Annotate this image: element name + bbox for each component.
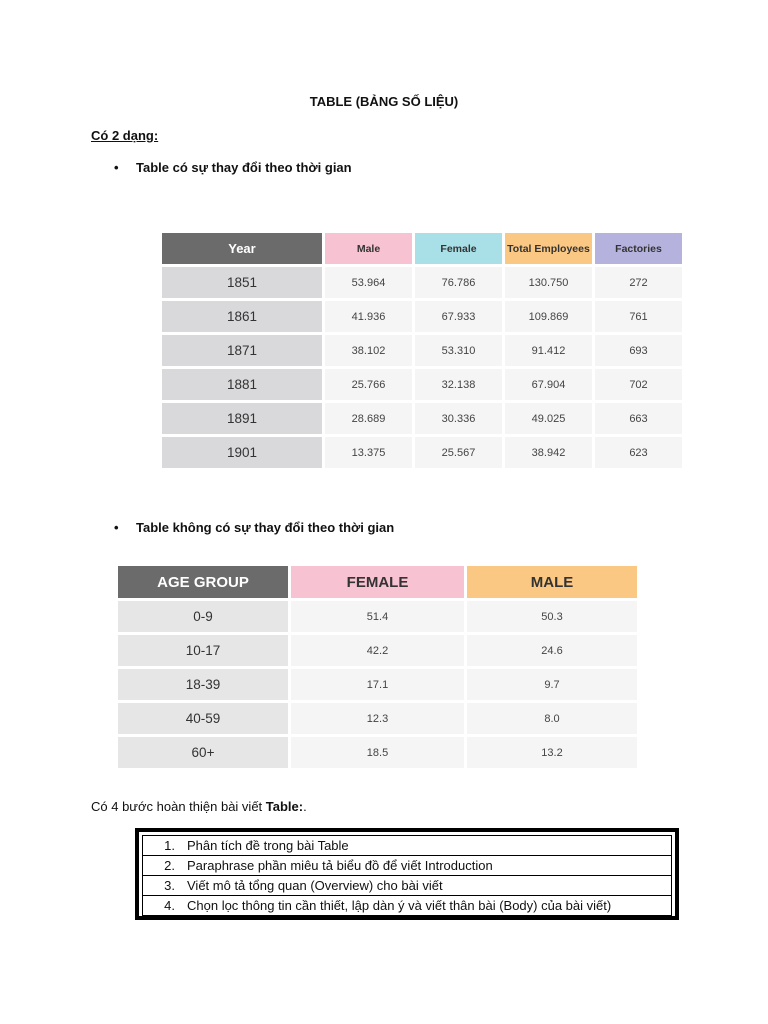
- table-row: [118, 635, 637, 666]
- table-cell: 24.6: [467, 635, 637, 666]
- column-header-male: MALE: [467, 566, 637, 598]
- step-text: Phân tích đề trong bài Table: [187, 838, 349, 853]
- column-header-female: FEMALE: [291, 566, 464, 598]
- intro-tail: .: [303, 799, 307, 814]
- table-cell: 60+: [118, 737, 288, 768]
- table-cell: 1851: [162, 267, 322, 298]
- table-row: [162, 267, 682, 298]
- table-cell: 623: [595, 437, 682, 468]
- steps-intro: [91, 799, 307, 814]
- table-cell: 38.102: [325, 335, 412, 366]
- table-cell: 1881: [162, 369, 322, 400]
- column-header-male: Male: [325, 233, 412, 264]
- table-cell: 28.689: [325, 403, 412, 434]
- table-cell: 32.138: [415, 369, 502, 400]
- column-header-age-group: AGE GROUP: [118, 566, 288, 598]
- table-cell: 663: [595, 403, 682, 434]
- table-cell: 53.310: [415, 335, 502, 366]
- steps-box: [135, 828, 679, 920]
- table-cell: 53.964: [325, 267, 412, 298]
- table-cell: 76.786: [415, 267, 502, 298]
- table-cell: 702: [595, 369, 682, 400]
- table-cell: 42.2: [291, 635, 464, 666]
- table-cell: 12.3: [291, 703, 464, 734]
- bullet-icon: •: [114, 160, 119, 175]
- step-row: [143, 896, 672, 916]
- intro-bold-text: Table:: [265, 799, 304, 814]
- column-header-female: Female: [415, 233, 502, 264]
- table-header-row: [162, 233, 682, 264]
- intro-text: Có 4 bước hoàn thiện bài viết: [91, 799, 266, 814]
- step-cell: [143, 896, 672, 916]
- step-row: [143, 856, 672, 876]
- table-cell: 1861: [162, 301, 322, 332]
- step-cell: [143, 876, 672, 896]
- table-cell: 38.942: [505, 437, 592, 468]
- table-row: [162, 369, 682, 400]
- bullet-text: Table có sự thay đổi theo thời gian: [136, 160, 352, 175]
- table-cell: 49.025: [505, 403, 592, 434]
- table-row: [162, 301, 682, 332]
- table-cell: 1871: [162, 335, 322, 366]
- table-cell: 25.766: [325, 369, 412, 400]
- steps-table: [142, 835, 672, 916]
- table-cell: 13.2: [467, 737, 637, 768]
- table-row: [118, 601, 637, 632]
- table-cell: 109.869: [505, 301, 592, 332]
- table-cell: 9.7: [467, 669, 637, 700]
- step-text: Chọn lọc thông tin cần thiết, lập dàn ý và viết thân bài (Body) của bài viết): [187, 898, 612, 913]
- step-text: Paraphrase phần miêu tả biểu đồ để viết Introduction: [187, 858, 493, 873]
- step-number: 1.: [164, 838, 175, 853]
- table-cell: 761: [595, 301, 682, 332]
- column-header-factories: Factories: [595, 233, 682, 264]
- step-number: 2.: [164, 858, 175, 873]
- bullet-item-time-change: [114, 160, 352, 175]
- table-cell: 30.336: [415, 403, 502, 434]
- bullet-text: Table không có sự thay đổi theo thời gian: [136, 520, 395, 535]
- table-cell: 693: [595, 335, 682, 366]
- employment-table: [159, 230, 685, 471]
- table-row: [162, 403, 682, 434]
- table-cell: 272: [595, 267, 682, 298]
- age-group-table: [115, 563, 640, 771]
- table-cell: 10-17: [118, 635, 288, 666]
- column-header-total-employees: Total Employees: [505, 233, 592, 264]
- step-number: 4.: [164, 898, 175, 913]
- column-header-year: Year: [162, 233, 322, 264]
- step-cell: [143, 836, 672, 856]
- table-cell: 1891: [162, 403, 322, 434]
- table-cell: 67.904: [505, 369, 592, 400]
- table-cell: 130.750: [505, 267, 592, 298]
- table-cell: 0-9: [118, 601, 288, 632]
- table-cell: 41.936: [325, 301, 412, 332]
- table-cell: 91.412: [505, 335, 592, 366]
- step-row: [143, 836, 672, 856]
- table-cell: 40-59: [118, 703, 288, 734]
- table-cell: 17.1: [291, 669, 464, 700]
- table-cell: 18.5: [291, 737, 464, 768]
- table-cell: 50.3: [467, 601, 637, 632]
- table-cell: 8.0: [467, 703, 637, 734]
- bullet-item-no-time-change: [114, 520, 394, 535]
- table-cell: 1901: [162, 437, 322, 468]
- table-cell: 13.375: [325, 437, 412, 468]
- table-cell: 18-39: [118, 669, 288, 700]
- table-row: [118, 669, 637, 700]
- document-title: TABLE (BẢNG SỐ LIỆU): [309, 94, 459, 109]
- table-row: [118, 703, 637, 734]
- step-number: 3.: [164, 878, 175, 893]
- table-cell: 51.4: [291, 601, 464, 632]
- section-heading: Có 2 dạng:: [91, 128, 159, 143]
- step-cell: [143, 856, 672, 876]
- table-header-row: [118, 566, 637, 598]
- table-row: [162, 335, 682, 366]
- table-row: [118, 737, 637, 768]
- table-cell: 67.933: [415, 301, 502, 332]
- table-row: [162, 437, 682, 468]
- bullet-icon: •: [114, 520, 119, 535]
- step-row: [143, 876, 672, 896]
- step-text: Viết mô tả tổng quan (Overview) cho bài viết: [187, 878, 443, 893]
- table-cell: 25.567: [415, 437, 502, 468]
